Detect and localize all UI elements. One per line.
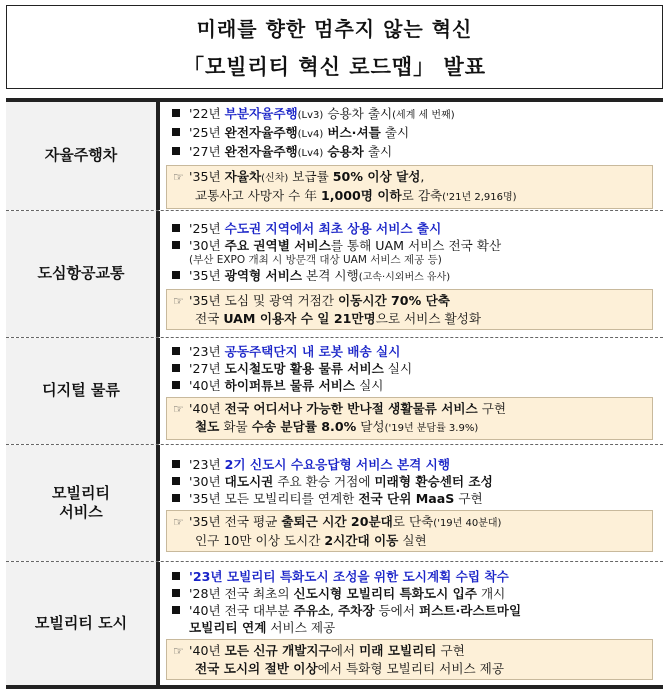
text-segment: '35년 모든 모빌리티를 연계한 (189, 490, 359, 506)
text-segment: 수송 분담률 8.0% (251, 419, 357, 434)
text-segment: '35년 (189, 267, 225, 283)
text-segment: 부분자율주행 (224, 105, 298, 121)
text-segment: 구현 (454, 490, 483, 506)
category-label: 디지털 물류 (6, 338, 160, 444)
text-segment: 2기 신도시 수요응답형 서비스 (224, 456, 393, 472)
text-segment: 인구 10만 이상 도시간 (195, 532, 325, 548)
text-segment: (Lv4) (297, 128, 324, 140)
text-segment: 달성 (356, 419, 385, 434)
text-segment: 자율차 (224, 168, 262, 184)
text-segment: 전국 단위 MaaS (358, 490, 455, 506)
text-segment: '40년 전국 대부분 (189, 603, 294, 618)
roadmap-item (166, 360, 653, 377)
text-segment: 출시 (412, 220, 442, 236)
roadmap-item (166, 105, 653, 124)
goal-line (173, 418, 646, 437)
text-segment: '23년 (189, 344, 225, 359)
text-segment: '30년 (189, 237, 225, 253)
roadmap-item (166, 602, 653, 619)
goal-line (173, 532, 646, 549)
square-bullet-icon (172, 241, 180, 249)
text-segment: '35년 도심 및 광역 거점간 (189, 292, 338, 308)
text-segment: 수도권 지역에서 (224, 220, 319, 236)
title-box (6, 5, 663, 89)
square-bullet-icon (172, 128, 180, 136)
text-segment: 주차장 (338, 603, 375, 618)
text-segment: 화물 (219, 419, 252, 434)
text-segment: 착수 (480, 569, 509, 584)
text-segment: ('19년 40분대) (433, 517, 502, 529)
roadmap-item-text (189, 568, 653, 585)
text-segment: 하이퍼튜브 물류 서비스 (224, 378, 356, 393)
text-segment: 실시 (355, 378, 384, 393)
text-segment: 에서 특화형 모빌리티 서비스 제공 (317, 661, 504, 676)
roadmap-item (166, 490, 653, 507)
goal-line (173, 310, 646, 327)
roadmap-item-text (189, 473, 653, 490)
text-segment: 모빌리티 연계 (189, 620, 267, 635)
text-segment: '23년 모빌리티 특화도시 조성을 위한 (189, 569, 403, 584)
text-segment: 로 단축 (392, 513, 434, 529)
goal-line (173, 660, 646, 677)
square-bullet-icon (172, 606, 180, 614)
text-segment: 주요 환승 거점에 (273, 473, 375, 489)
text-segment: 도시계획 수립 (402, 569, 481, 584)
text-segment: '25년 (189, 220, 225, 236)
text-segment: '27년 (189, 361, 225, 376)
roadmap-item-text (189, 220, 653, 237)
goal-box (166, 639, 653, 680)
text-segment: 완전자율주행 (224, 143, 298, 159)
category-label: 도심항공교통 (6, 211, 160, 337)
roadmap-item (166, 585, 653, 602)
text-segment: , (330, 603, 339, 618)
roadmap-row (6, 561, 663, 685)
text-segment: '35년 (189, 168, 225, 184)
roadmap-content (160, 562, 663, 685)
text-segment: 이동시간 70% 단축 (338, 292, 450, 308)
text-segment: ('21년 2,916명) (442, 191, 517, 203)
roadmap-row (6, 102, 663, 210)
roadmap-item-text (189, 490, 653, 507)
text-segment: 본격 시행 (392, 456, 450, 472)
text-segment: 50% 이상 달성 (332, 168, 421, 184)
pointing-hand-icon: ☞ (173, 293, 184, 308)
square-bullet-icon (172, 347, 180, 355)
text-segment: 실시 (371, 344, 401, 359)
roadmap-item-continuation (166, 619, 653, 636)
text-segment: '40년 (189, 401, 225, 416)
roadmap-item-note: (부산 EXPO 개최 시 방문객 대상 UAM 서비스 제공 등) (189, 253, 442, 266)
roadmap-item-text (189, 377, 653, 394)
roadmap-item (166, 124, 653, 143)
text-segment: 실시 (383, 361, 413, 376)
roadmap-item-text (189, 237, 653, 254)
roadmap-row (6, 210, 663, 337)
text-segment: 출시 (363, 143, 393, 159)
text-segment: 대도시권 (224, 473, 274, 489)
text-segment: 교통사고 사망자 수 年 (195, 187, 321, 203)
roadmap-row (6, 444, 663, 561)
roadmap-item (166, 473, 653, 490)
roadmap-item (166, 143, 653, 162)
goal-box (166, 397, 653, 440)
roadmap-item-text (189, 105, 653, 124)
text-segment: 최초 상용 서비스 (318, 220, 413, 236)
text-segment: 로 감축 (401, 187, 443, 203)
text-segment: 승용차 (327, 143, 364, 159)
text-segment: 승용차 출시 (323, 105, 393, 121)
pointing-hand-icon: ☞ (173, 169, 184, 184)
text-segment: 2시간대 이동 (324, 532, 399, 548)
goal-line (173, 168, 646, 187)
text-segment: 구현 (477, 401, 507, 416)
text-segment: 실현 (398, 532, 427, 548)
text-segment: '25년 (189, 124, 225, 140)
roadmap-item-text (189, 619, 653, 636)
square-bullet-icon (172, 364, 180, 372)
page-title: 미래를 향한 멈추지 않는 혁신 (196, 17, 473, 41)
text-segment: (고속·시외버스 유사) (358, 271, 451, 283)
category-label: 자율주행차 (6, 102, 160, 210)
text-segment: 미래 모빌리티 (359, 643, 437, 658)
text-segment: '27년 (189, 143, 225, 159)
category-label: 모빌리티 서비스 (6, 445, 160, 561)
roadmap-content (160, 211, 663, 337)
goal-box (166, 510, 653, 552)
roadmap-content (160, 102, 663, 210)
square-bullet-icon (172, 271, 180, 279)
text-segment: '40년 (189, 643, 225, 658)
text-segment: 버스·셔틀 (327, 124, 381, 140)
text-segment: '40년 (189, 378, 225, 393)
roadmap-item (166, 220, 653, 237)
roadmap-item-text (189, 124, 653, 143)
text-segment: 으로 서비스 활성화 (375, 310, 482, 326)
text-segment: 출퇴근 시간 20분대 (281, 513, 393, 529)
roadmap-item (166, 343, 653, 360)
goal-line (173, 292, 646, 310)
text-segment: 주유소 (293, 603, 330, 618)
text-segment: 를 통해 UAM 서비스 전국 확산 (330, 237, 502, 253)
text-segment: '22년 (189, 105, 225, 121)
roadmap-item-text (189, 602, 653, 619)
text-segment: (세계 세 번째) (392, 109, 455, 121)
square-bullet-icon (172, 589, 180, 597)
text-segment: (신차) (261, 172, 289, 184)
goal-line (173, 642, 646, 660)
text-segment: , (420, 168, 425, 184)
text-segment: '30년 (189, 473, 225, 489)
text-segment: UAM 이용자 수 일 21만명 (223, 310, 376, 326)
goal-line (173, 513, 646, 532)
text-segment: 전국 (195, 310, 224, 326)
text-segment: 도시철도망 활용 물류 서비스 (224, 361, 384, 376)
roadmap-item (166, 377, 653, 394)
text-segment: 완전자율주행 (224, 124, 298, 140)
page-subtitle: 「모빌리티 혁신 로드맵」 발표 (182, 55, 487, 79)
square-bullet-icon (172, 147, 180, 155)
roadmap-item-text (189, 343, 653, 360)
text-segment: 본격 시행 (302, 267, 359, 283)
text-segment: 철도 (195, 419, 220, 434)
roadmap-item-text (189, 456, 653, 473)
text-segment: 퍼스트·라스트마일 (419, 603, 522, 618)
category-label: 모빌리티 도시 (6, 562, 160, 685)
goal-line (173, 400, 646, 418)
text-segment: 전국 도시의 절반 이상 (195, 661, 318, 676)
roadmap-item-text (189, 360, 653, 377)
text-segment: 전국 어디서나 가능한 반나절 생활물류 서비스 (224, 401, 478, 416)
text-segment: 광역형 서비스 (224, 267, 303, 283)
square-bullet-icon (172, 109, 180, 117)
text-segment: 구현 (436, 643, 465, 658)
square-bullet-icon (172, 381, 180, 389)
roadmap-content (160, 338, 663, 444)
text-segment: 모든 신규 개발지구 (224, 643, 331, 658)
text-segment: 출시 (380, 124, 410, 140)
text-segment: 등에서 (374, 603, 420, 618)
text-segment: 1,000명 이하 (320, 187, 402, 203)
roadmap-content (160, 445, 663, 561)
roadmap-item (166, 568, 653, 585)
text-segment: '28년 전국 최초의 (189, 586, 294, 601)
text-segment: (Lv3) (297, 109, 324, 121)
roadmap-item (166, 237, 653, 254)
roadmap-item (166, 267, 653, 286)
text-segment: '23년 (189, 456, 225, 472)
text-segment: 미래형 환승센터 조성 (374, 473, 493, 489)
text-segment: 서비스 제공 (266, 620, 336, 635)
goal-box (166, 165, 653, 209)
text-segment: ('19년 분담률 3.9%) (384, 423, 479, 434)
square-bullet-icon (172, 224, 180, 232)
text-segment: 에서 (330, 643, 360, 658)
text-segment: 개시 (476, 586, 506, 601)
text-segment: 공동주택단지 내 로봇 배송 (224, 344, 372, 359)
text-segment: (Lv4) (297, 147, 324, 159)
square-bullet-icon (172, 572, 180, 580)
roadmap-item-text (189, 267, 653, 286)
pointing-hand-icon: ☞ (173, 514, 184, 529)
pointing-hand-icon: ☞ (173, 402, 184, 416)
text-segment: '35년 전국 평균 (189, 513, 282, 529)
text-segment: 신도시형 모빌리티 특화도시 입주 (293, 586, 477, 601)
text-segment: 주요 권역별 서비스 (224, 237, 331, 253)
square-bullet-icon (172, 477, 180, 485)
goal-box (166, 289, 653, 330)
square-bullet-icon (172, 460, 180, 468)
goal-line (173, 187, 646, 206)
square-bullet-icon (172, 494, 180, 502)
roadmap-row (6, 337, 663, 444)
roadmap-table (6, 98, 663, 689)
roadmap-item-text (189, 585, 653, 602)
pointing-hand-icon: ☞ (173, 644, 184, 658)
roadmap-item (166, 456, 653, 473)
text-segment: 보급률 (288, 168, 333, 184)
roadmap-item-text (189, 143, 653, 162)
